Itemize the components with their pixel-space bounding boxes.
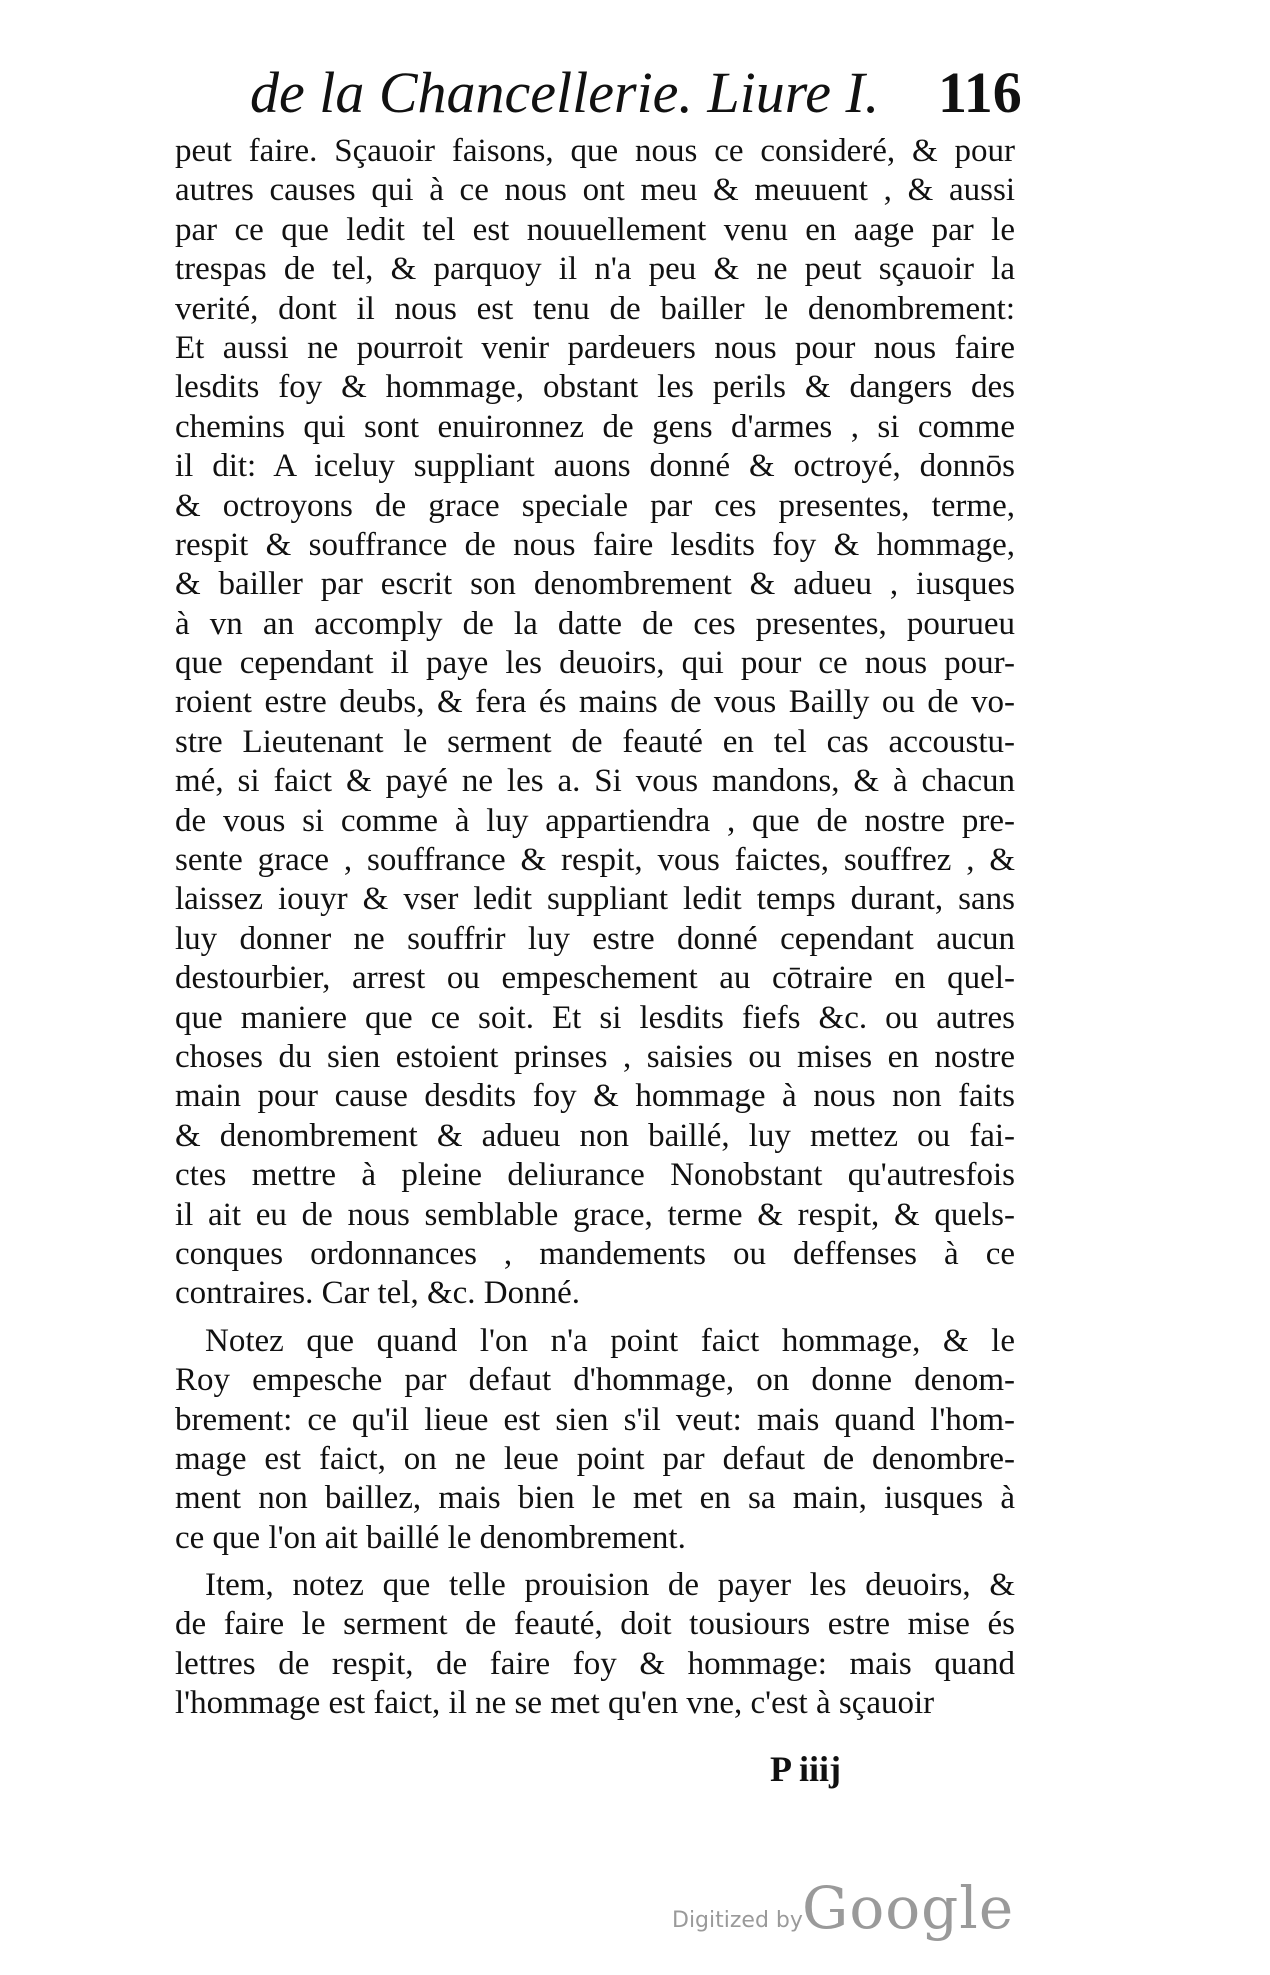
text-line: conques ordonnances , mandements ou deffenses à ce: [175, 1235, 1015, 1272]
text-line: lesdits foy & hommage, obstant les perils & dangers des: [175, 369, 1015, 406]
text-line: brement: ce qu'il lieue est sien s'il veut: mais quand l'hom-: [175, 1401, 1015, 1438]
text-line: stre Lieutenant le serment de feauté en tel cas accoustu-: [175, 723, 1015, 760]
text-line: autres causes qui à ce nous ont meu & meuuent , & aussi: [175, 172, 1015, 209]
text-line: par ce que ledit tel est nouuellement venu en aage par le: [175, 211, 1015, 248]
paragraph-gap: [175, 1314, 1015, 1322]
text-line: l'hommage est faict, il ne se met qu'en vne, c'est à sçauoir: [175, 1685, 935, 1722]
text-line: mage est faict, on ne leue point par defaut de denombre-: [175, 1440, 1015, 1477]
text-line: peut faire. Sçauoir faisons, que nous ce consideré, & pour: [175, 133, 1015, 169]
running-title: de la Chancellerie. Liure I.: [250, 60, 880, 125]
text-line: chemins qui sont enuironnez de gens d'armes , si comme: [175, 408, 1015, 445]
body-text: [175, 132, 1015, 1724]
text-line: choses du sien estoient prinses , saisies ou mises en nostre: [175, 1038, 1015, 1075]
digitized-watermark: [672, 1874, 1015, 1950]
text-line: lettres de respit, de faire foy & hommage: mais quand: [175, 1645, 1015, 1682]
text-line: & bailler par escrit son denombrement & adueu , iusques: [175, 566, 1015, 603]
text-line: luy donner ne souffrir luy estre donné cependant aucun: [175, 920, 1015, 957]
text-line: il ait eu de nous semblable grace, terme & respit, & quels-: [175, 1196, 1015, 1233]
watermark-prefix: Digitized by: [672, 1908, 803, 1933]
text-line: trespas de tel, & parquoy il n'a peu & ne peut sçauoir la: [175, 251, 1015, 288]
google-logo: Google: [802, 1874, 1015, 1942]
text-line: ce que l'on ait baillé le denombrement.: [175, 1519, 686, 1556]
text-line: contraires. Car tel, &c. Donné.: [175, 1275, 581, 1312]
text-line: sente grace , souffrance & respit, vous faictes, souffrez , &: [175, 842, 1015, 879]
text-line: destourbier, arrest ou empeschement au cōtraire en quel-: [175, 960, 1015, 997]
text-line: & octroyons de grace speciale par ces presentes, terme,: [175, 487, 1015, 524]
text-line: verité, dont il nous est tenu de bailler le denombrement:: [175, 290, 1015, 327]
text-line: mé, si faict & payé ne les a. Si vous mandons, & à chacun: [175, 763, 1015, 800]
text-line: Roy empesche par defaut d'hommage, on donne denom-: [175, 1362, 1015, 1399]
text-line: laissez iouyr & vser ledit suppliant ledit temps durant, sans: [175, 881, 1015, 918]
text-line: que maniere que ce soit. Et si lesdits fiefs &c. ou autres: [175, 999, 1015, 1036]
text-line: il dit: A iceluy suppliant auons donné & octroyé, donnōs: [175, 448, 1015, 485]
paragraph: [175, 1322, 1015, 1558]
text-line: Notez que quand l'on n'a point faict hommage, & le: [205, 1322, 1015, 1359]
text-line: & denombrement & adueu non baillé, luy mettez ou fai-: [175, 1117, 1015, 1154]
text-line: Item, notez que telle prouision de payer les deuoirs, &: [205, 1567, 1015, 1604]
text-line: à vn an accomply de la datte de ces presentes, pourueu: [175, 605, 1015, 642]
text-line: respit & souffrance de nous faire lesdits foy & hommage,: [175, 526, 1015, 563]
text-line: roient estre deubs, & fera és mains de vous Bailly ou de vo-: [175, 684, 1015, 721]
text-line: ment non baillez, mais bien le met en sa main, iusques à: [175, 1480, 1015, 1517]
running-header: [250, 58, 1030, 128]
text-line: Et aussi ne pourroit venir pardeuers nous pour nous faire: [175, 329, 1015, 366]
text-line: de vous si comme à luy appartiendra , que de nostre pre-: [175, 802, 1015, 839]
paragraph: [175, 1566, 1015, 1724]
text-line: ctes mettre à pleine deliurance Nonobstant qu'autresfois: [175, 1157, 1015, 1194]
paragraph-gap: [175, 1558, 1015, 1566]
signature-mark: P iiij: [770, 1749, 841, 1789]
page-number: 116: [938, 60, 1022, 125]
text-line: main pour cause desdits foy & hommage à nous non faits: [175, 1078, 1015, 1115]
text-line: de faire le serment de feauté, doit tousiours estre mise és: [175, 1606, 1015, 1643]
paragraph: [175, 132, 1015, 1314]
text-line: que cependant il paye les deuoirs, qui pour ce nous pour-: [175, 645, 1015, 682]
